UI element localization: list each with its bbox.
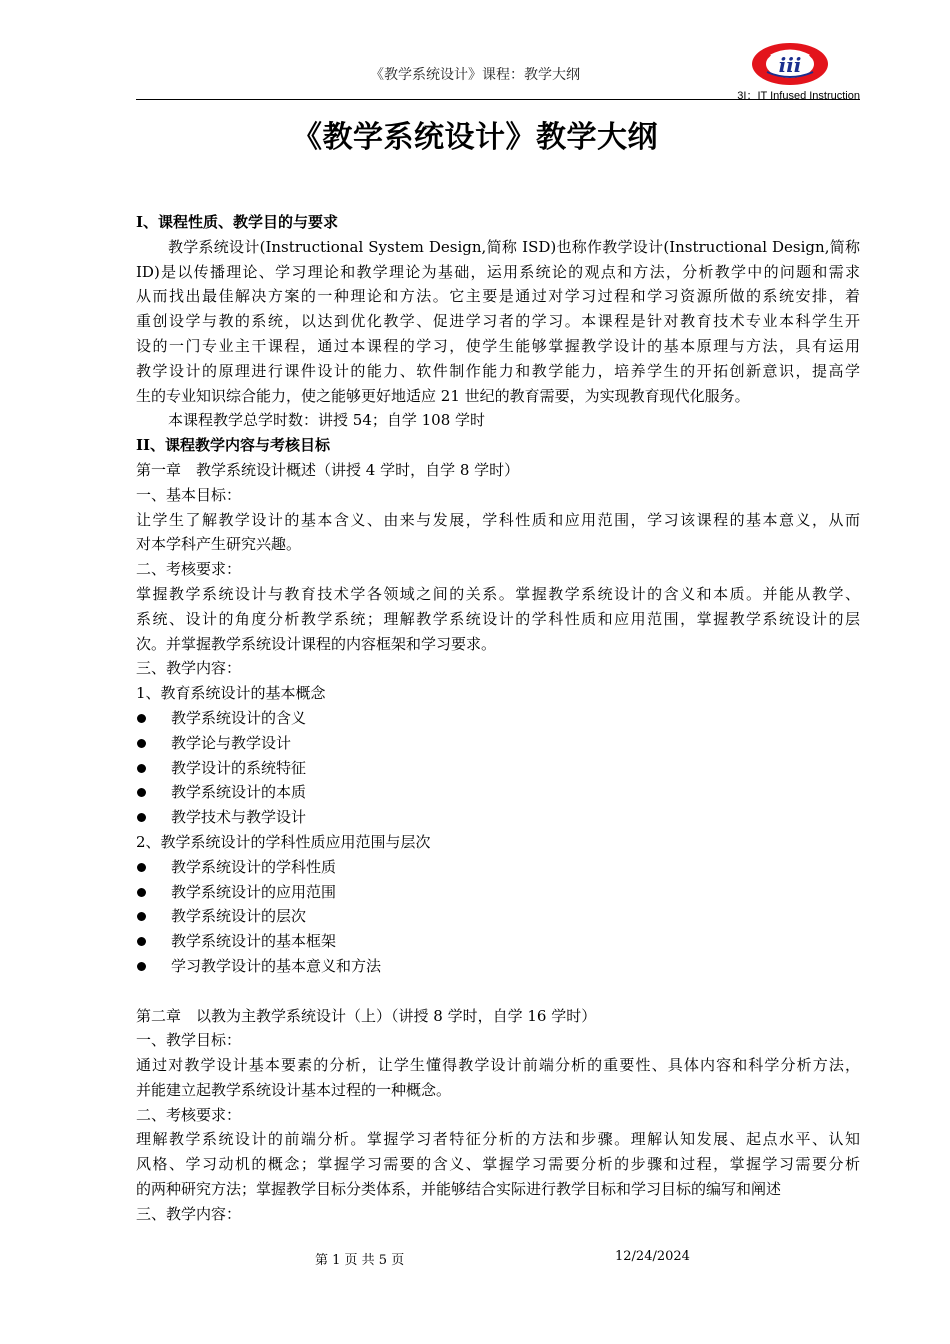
list-item-text: 教学系统设计的层次	[171, 907, 307, 926]
svg-text:iii: iii	[778, 53, 802, 77]
bullet-icon	[137, 937, 146, 946]
section-1-paragraph-line: ID)是以传播理论、学习理论和教学理论为基础，运用系统论的观点和方法，分析教学中的问题和需求	[136, 262, 860, 281]
bullet-icon	[137, 888, 146, 897]
list-item-text: 教学系统设计的基本框架	[171, 932, 337, 951]
section-1-heading: I、课程性质、教学目的与要求	[136, 213, 339, 231]
bullet-icon	[137, 863, 146, 872]
list-item	[136, 880, 860, 905]
list-item-text: 教学系统设计的含义	[171, 708, 307, 727]
chapter-2-exam-line: 的两种研究方法；掌握教学目标分类体系，并能够结合实际进行教学目标和学习目标的编写和阐述	[136, 1180, 782, 1199]
list-item-text: 教学技术与教学设计	[171, 808, 307, 827]
chapter-1-goal-label: 一、基本目标：	[136, 485, 242, 504]
list-item-text: 学习教学设计的基本意义和方法	[171, 956, 382, 975]
section-1-paragraph-line: 设的一门专业主干课程，通过本课程的学习，使学生能够掌握教学设计的基本原理与方法，具有运用	[136, 336, 860, 355]
document-body	[136, 210, 860, 1227]
chapter-2-title: 第二章 以教为主教学系统设计（上）（讲授 8 学时，自学 16 学时）	[136, 1006, 597, 1025]
logo-caption: 3I：IT Infused Instruction	[737, 90, 860, 102]
document-title: 《教学系统设计》教学大纲	[292, 120, 658, 155]
list-item	[136, 756, 860, 781]
running-header-title: 《教学系统设计》课程：教学大纲	[370, 67, 580, 83]
bullet-icon	[137, 714, 146, 723]
chapter-1-subheading-1: 1、教育系统设计的基本概念	[136, 684, 326, 703]
chapter-1-goal-line: 让学生了解教学设计的基本含义、由来与发展，学科性质和应用范围，学习该课程的基本意义，从而	[136, 510, 860, 529]
chapter-2-goal-line: 并能建立起教学系统设计基本过程的一种概念。	[136, 1080, 452, 1099]
chapter-2-exam-line: 风格、学习动机的概念；掌握学习需要的含义、掌握学习需要分析的步骤和过程，掌握学习需要分析	[136, 1155, 860, 1174]
chapter-1-exam-line: 系统、设计的角度分析教学系统；理解教学系统设计的学科性质和应用范围，掌握教学系统设计的层	[136, 609, 860, 628]
bullet-icon	[137, 764, 146, 773]
chapter-2-goal-label: 一、教学目标：	[136, 1031, 242, 1050]
bullet-icon	[137, 912, 146, 921]
chapter-1-subheading-2: 2、教学系统设计的学科性质应用范围与层次	[136, 832, 431, 851]
bullet-icon	[137, 788, 146, 797]
chapter-2-exam-label: 二、考核要求：	[136, 1105, 242, 1124]
chapter-1-exam-line: 次。并掌握教学系统设计课程的内容框架和学习要求。	[136, 634, 497, 653]
chapter-1-goal-line: 对本学科产生研究兴趣。	[136, 535, 302, 554]
list-item-text: 教学设计的系统特征	[171, 758, 307, 777]
section-1-paragraph-line: 教学系统设计(Instructional System Design,简称 ISD)也称作教学设计(Instructional Design,简称	[168, 237, 860, 256]
bullet-icon	[137, 962, 146, 971]
chapter-1-title: 第一章 教学系统设计概述（讲授 4 学时，自学 8 学时）	[136, 460, 520, 479]
section-1-paragraph-line: 从而找出最佳解决方案的一种理论和方法。它主要是通过对学习过程和学习资源所做的系统安排，着	[136, 287, 860, 306]
blank-line	[136, 979, 860, 1004]
chapter-1-exam-line: 掌握教学系统设计与教育技术学各领域之间的关系。掌握教学系统设计的含义和本质。并能从教学、	[136, 584, 860, 603]
section-1-paragraph-line: 重创设学与教的系统，以达到优化教学、促进学习者的学习。本课程是针对教育技术专业本科学生开	[136, 312, 860, 331]
list-item-text: 教学系统设计的学科性质	[171, 857, 337, 876]
section-2-heading: II、课程教学内容与考核目标	[136, 436, 331, 455]
list-item	[136, 731, 860, 756]
list-item	[136, 855, 860, 880]
section-1-paragraph-line: 生的专业知识综合能力，使之能够更好地适应 21 世纪的教育需要，为实现教育现代化服务。	[136, 386, 750, 405]
bullet-icon	[137, 813, 146, 822]
total-hours: 本课程教学总学时数：讲授 54；自学 108 学时	[168, 411, 486, 430]
chapter-2-exam-line: 理解教学系统设计的前端分析。掌握学习者特征分析的方法和步骤。理解认知发展、起点水平、认知	[136, 1130, 860, 1149]
list-item	[136, 954, 860, 979]
chapter-1-exam-label: 二、考核要求：	[136, 560, 242, 579]
chapter-1-content-label: 三、教学内容：	[136, 659, 242, 678]
section-1-paragraph-line: 教学设计的原理进行课件设计的能力、软件制作能力和教学能力，培养学生的开拓创新意识，提高学	[136, 361, 860, 380]
page-number: 第 1 页 共 5 页	[315, 1253, 405, 1268]
bullet-icon	[137, 739, 146, 748]
list-item	[136, 929, 860, 954]
list-item-text: 教学系统设计的本质	[171, 783, 307, 802]
list-item	[136, 706, 860, 731]
chapter-2-content-label: 三、教学内容：	[136, 1204, 242, 1223]
list-item	[136, 805, 860, 830]
list-item	[136, 904, 860, 929]
chapter-2-goal-line: 通过对教学设计基本要素的分析，让学生懂得教学设计前端分析的重要性、具体内容和科学分析方法，	[136, 1056, 860, 1075]
list-item-text: 教学论与教学设计	[171, 733, 292, 752]
header-rule	[136, 99, 860, 100]
footer-date: 12/24/2024	[615, 1249, 690, 1264]
3i-logo	[751, 42, 829, 86]
list-item-text: 教学系统设计的应用范围	[171, 882, 337, 901]
list-item	[136, 780, 860, 805]
